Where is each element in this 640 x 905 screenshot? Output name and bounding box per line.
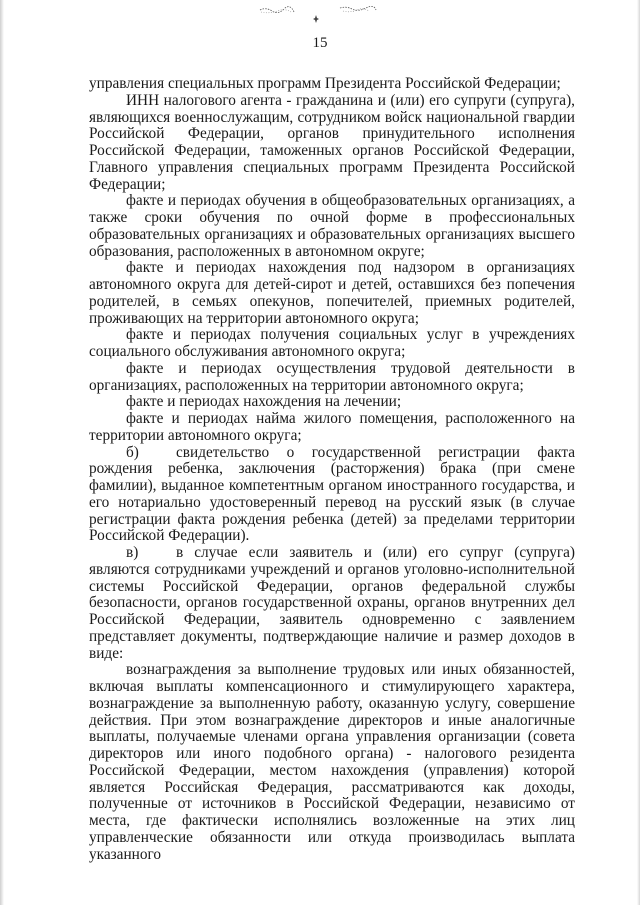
paragraph-text: вознаграждения за выполнение трудовых или иных обязанностей, включая выплаты компенсационного и стимулирующего характера, вознаграждение за выполненную работу, оказанную услугу, совершение действия. При этом вознаграждение директоров и иные аналогичные выплаты, получаемые членами органа управления организации (совета директоров или иного подобного органа) - налогового резидента Российской Федерации, местом нахождения (управления) которой является Российская Федерация, рассматриваются как доходы, полученные от источников в Российской Федерации, независимо от места, где фактически исполнялись возложенные на этих лиц управленческие обязанности или откуда производилась выплата указанного bbox=[89, 661, 575, 863]
paragraph-text: управления специальных программ Президента Российской Федерации; bbox=[89, 75, 561, 92]
paragraph bbox=[89, 93, 575, 194]
paragraph-text: факте и периодах получения социальных услуг в учреждениях социального обслуживания автономного округа; bbox=[89, 326, 575, 360]
page-number: 15 bbox=[312, 35, 328, 51]
scan-artifact-marks bbox=[255, 2, 385, 26]
paragraph bbox=[89, 260, 575, 327]
paragraph bbox=[89, 361, 575, 395]
paragraph-text: факте и периодах обучения в общеобразовательных организациях, а также сроки обучения по очной форме в профессиональных образовательных организациях и образовательных организациях высшего образования, расположенных в автономном округе; bbox=[89, 192, 575, 260]
paragraph bbox=[89, 662, 575, 863]
paragraph bbox=[89, 193, 575, 260]
paragraph bbox=[89, 394, 575, 411]
paragraph-text: факте и периодах найма жилого помещения, расположенного на территории автономного округа; bbox=[89, 410, 575, 444]
list-item-label: в) bbox=[126, 544, 139, 561]
list-item-label: б) bbox=[126, 443, 139, 461]
list-item-б bbox=[89, 445, 575, 546]
paragraph bbox=[89, 411, 575, 445]
paragraph-text: факте и периодах нахождения на лечении; bbox=[126, 393, 402, 411]
paragraph-text: факте и периодах осуществления трудовой деятельности в организациях, расположенных на территории автономного округа; bbox=[89, 359, 575, 394]
paragraph bbox=[89, 327, 575, 361]
paragraph-text: ИНН налогового агента - гражданина и (или) его супруги (супруга), являющихся военнослужащим, сотрудником войск национальной гвардии Российской Федерации, органов принудительного исполнения Российской Федерации, таможенных органов Российской Федерации, Главного управления специальных программ Президента Российской Федерации; bbox=[89, 91, 575, 193]
paragraph bbox=[89, 76, 575, 93]
paragraph-text: свидетельство о государственной регистрации факта рождения ребенка, заключения (расторжения) брака (при смене фамилии), выданное компетентным органом иностранного государства, и его нотариально удостоверенный перевод на русский язык (в случае регистрации факта рождения ребенка (детей) за пределами территории Российской Федерации). bbox=[89, 443, 575, 545]
document-body bbox=[89, 76, 575, 863]
list-item-в bbox=[89, 545, 575, 662]
scan-edge-left bbox=[0, 0, 4, 905]
paragraph-text: факте и периодах нахождения под надзором в организациях автономного округа для детей-сирот и детей, оставшихся без попечения родителей, в семьях опекунов, попечителей, приемных родителей, проживающих на территории автономного округа; bbox=[89, 259, 575, 327]
paragraph-text: в случае если заявитель и (или) его супруг (супруга) являются сотрудниками учреждений и органов уголовно-исполнительной системы Российской Федерации, органов федеральной службы безопасности, органов государственной охраны, органов внутренних дел Российской Федерации, заявитель одновременно с заявлением представляет документы, подтверждающие наличие и размер доходов в виде: bbox=[89, 544, 575, 662]
